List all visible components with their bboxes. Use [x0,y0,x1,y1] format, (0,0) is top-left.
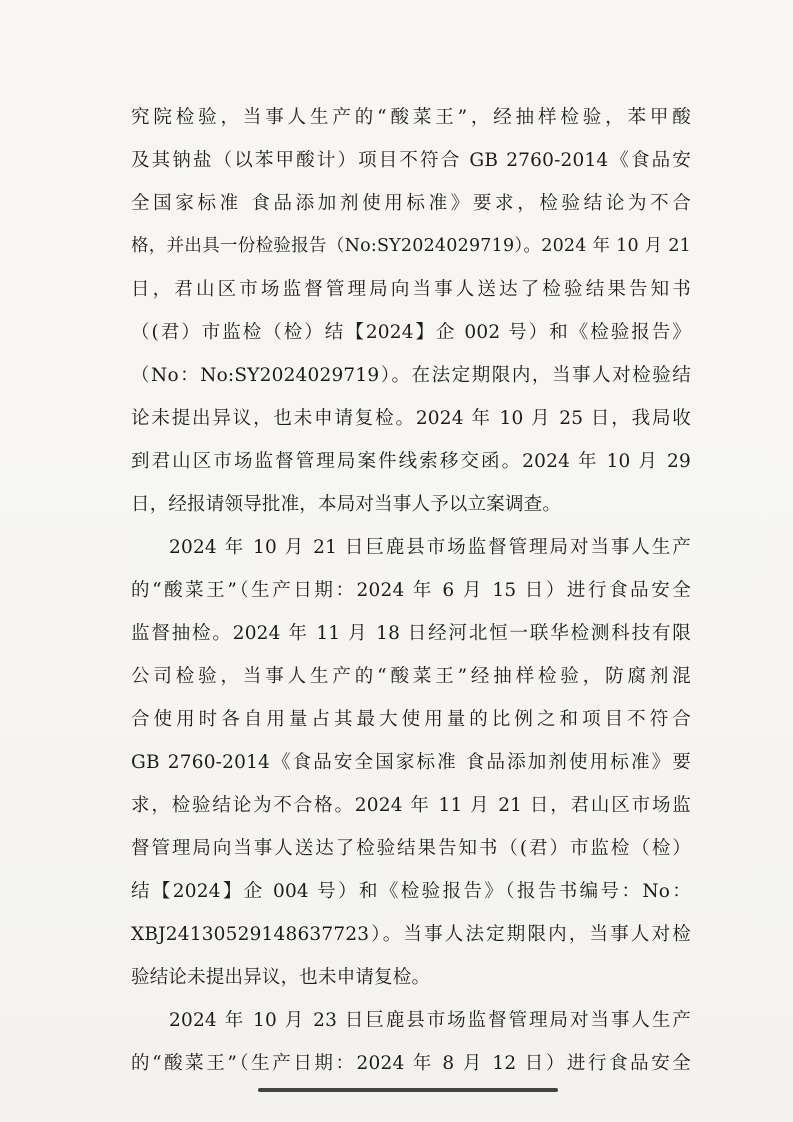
text-line: 公司检验，当事人生产的“酸菜王”经抽样检验，防腐剂混 [131,666,691,687]
text-line: （(君）市监检（检）结【2024】企 002 号）和《检验报告》 [131,322,691,343]
text-line: 监督抽检。2024 年 11 月 18 日经河北恒一联华检测科技有限 [131,623,691,644]
paragraph-start-line: 2024 年 10 月 21 日巨鹿县市场监督管理局对当事人生产 [169,537,691,558]
text-line: 日，君山区市场监督管理局向当事人送达了检验结果告知书 [131,279,691,300]
text-line: XBJ24130529148637723）。当事人法定期限内，当事人对检 [131,924,691,945]
paragraph-end-line: 日，经报请领导批准，本局对当事人予以立案调查。 [131,494,562,515]
text-line: 及其钠盐（以苯甲酸计）项目不符合 GB 2760-2014《食品安 [131,150,691,171]
text-line: 全国家标准 食品添加剂使用标准》要求，检验结论为不合 [131,193,691,214]
text-line: 格，并出具一份检验报告（No:SY2024029719）。2024 年 10 月 21 [131,236,691,256]
text-line: 的“酸菜王”（生产日期：2024 年 8 月 12 日）进行食品安全 [131,1053,691,1074]
text-line: 结【2024】企 004 号）和《检验报告》（报告书编号：No： [131,881,691,902]
text-line: 究院检验，当事人生产的“酸菜王”，经抽样检验，苯甲酸 [131,107,691,128]
paragraph-end-line: 验结论未提出异议，也未申请复检。 [131,967,431,988]
paragraph-start-line: 2024 年 10 月 23 日巨鹿县市场监督管理局对当事人生产 [169,1010,691,1031]
text-line: 求，检验结论为不合格。2024 年 11 月 21 日，君山区市场监 [131,795,691,816]
text-line: 督管理局向当事人送达了检验结果告知书（(君）市监检（检） [131,838,691,859]
document-body [131,96,691,1085]
text-line: 合使用时各自用量占其最大使用量的比例之和项目不符合 [131,709,691,730]
bottom-scan-edge [258,1088,558,1092]
text-line: 到君山区市场监督管理局案件线索移交函。2024 年 10 月 29 [131,451,691,472]
text-line: 论未提出异议，也未申请复检。2024 年 10 月 25 日，我局收 [131,408,691,429]
text-line: （No：No:SY2024029719）。在法定期限内，当事人对检验结 [131,365,691,386]
text-line: GB 2760-2014《食品安全国家标准 食品添加剂使用标准》要 [131,752,691,773]
text-line: 的“酸菜王”（生产日期：2024 年 6 月 15 日）进行食品安全 [131,580,691,601]
